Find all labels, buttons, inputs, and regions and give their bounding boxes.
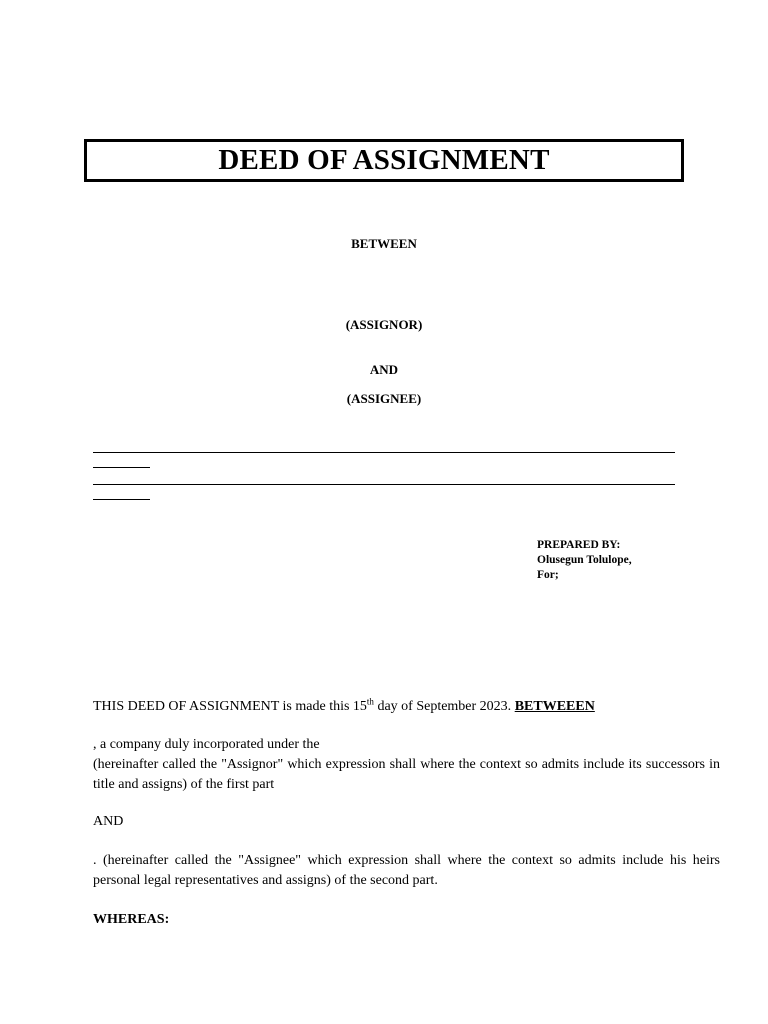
and-label: AND	[369, 362, 399, 377]
intro-between: BETWEEEN	[514, 699, 595, 714]
assignee-paragraph: . (hereinafter called the "Assignee" which expression shall where the context so admits include his heirs personal legal representatives and assigns) of the second part.	[93, 853, 720, 888]
intro-paragraph	[93, 697, 595, 717]
assignor-paragraph-line1: , a company duly incorporated under the	[93, 737, 320, 752]
prepared-by-label: PREPARED BY:	[537, 539, 621, 551]
assignor-paragraph-rest: (hereinafter called the "Assignor" which expression shall where the context so admits include its successors in title and assigns) of the first part	[93, 757, 720, 792]
preparer-name: Olusegun Tolulope,	[537, 554, 632, 566]
blank-line	[93, 484, 675, 485]
document-title: DEED OF ASSIGNMENT	[218, 144, 550, 176]
intro-suffix: day of September 2023.	[373, 699, 515, 714]
title-box	[84, 139, 684, 182]
blank-line-short	[93, 499, 150, 500]
intro-prefix: THIS DEED OF ASSIGNMENT is made this 15	[93, 699, 367, 714]
and-separator: AND	[93, 814, 124, 829]
assignee-label: (ASSIGNEE)	[346, 391, 422, 406]
whereas-heading: WHEREAS:	[93, 912, 170, 927]
blank-line-short	[93, 467, 150, 468]
assignor-label: (ASSIGNOR)	[345, 317, 423, 332]
prepared-by-block	[537, 538, 632, 583]
blank-line	[93, 452, 675, 453]
between-heading: BETWEEN	[351, 236, 417, 251]
intro-ordinal-suffix: th	[366, 696, 374, 707]
prepared-for-label: For;	[537, 569, 559, 581]
assignor-paragraph	[93, 735, 720, 795]
